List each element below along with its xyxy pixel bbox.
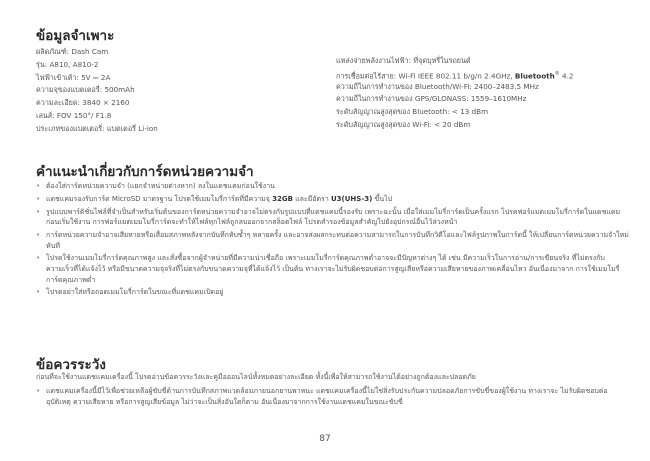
specs-left-column [36, 46, 158, 136]
bullet-text: และมีอัตรา [292, 194, 331, 203]
list-item [36, 230, 632, 251]
card-title: คำแนะนำเกี่ยวกับการ์ดหน่วยความจำ [36, 164, 254, 180]
capacity-value: 32GB [272, 194, 293, 203]
page-number: 87 [319, 434, 331, 444]
caution-bullet-list [36, 386, 632, 409]
spec-wifi-power: ระดับสัญญาณสูงสุดของ Wi-Fi: < 20 dBm [336, 119, 471, 129]
registered-mark: ® [554, 70, 560, 77]
bluetooth-word: Bluetooth [514, 71, 555, 81]
specs-right-column [336, 55, 573, 132]
spec-gps-frequency: ความถี่ในการทำงานของ GPS/GLONASS: 1559–1610MHz [336, 94, 527, 104]
spec-battery-capacity: ความจุของแบตเตอรี่: 500mAh [36, 85, 135, 95]
bullet-text: โปรดอย่าใส่หรือถอดเมมโมรี่การ์ดในขณะที่แดชแคมเปิดอยู่ [46, 288, 224, 297]
list-item [36, 181, 632, 192]
list-item [36, 253, 632, 285]
bullet-icon: • [36, 387, 41, 395]
spec-wireless [336, 68, 573, 81]
bullet-icon: • [36, 207, 41, 216]
bluetooth-version: 4.2 [559, 71, 574, 81]
spec-lens: เลนส์: FOV 150°/ F1.8 [36, 110, 112, 120]
bullet-icon: • [36, 194, 41, 203]
bullet-icon: • [36, 182, 41, 190]
list-item [36, 386, 632, 407]
bullet-text: แดชแคมรองรับการ์ด MicroSD มาตรฐาน โปรดใช้เมมโมรี่การ์ดที่มีความจุ [46, 194, 273, 203]
bullet-icon: • [36, 288, 41, 297]
bullet-icon: • [36, 254, 41, 263]
spec-resolution: ความละเอียด: 3840 × 2160 [36, 98, 130, 108]
caution-intro: ก่อนที่จะใช้งานแดชแคมเครื่องนี้ โปรดอ่านข้อควรระวังและคู่มือออนไลน์ทั้งหมดอย่างละเอียด ทั้งนี้เพื่อให้สามารถใช้งานได้อย่างถูกต้องและปลอดภัย [36, 373, 476, 381]
list-item [36, 207, 632, 228]
spec-wireless-text: การเชื่อมต่อไร้สาย: Wi-Fi IEEE 802.11 b/g/n 2.4GHz, [336, 71, 513, 81]
list-item [36, 194, 632, 205]
bullet-text: ต้องใส่การ์ดหน่วยความจำ (แยกจำหน่ายต่างหาก) ลงในแดชแคมก่อนใช้งาน [46, 182, 275, 190]
spec-bt-wifi-frequency: ความถี่ในการทำงานของ Bluetooth/Wi-Fi: 2400–2483.5 MHz [336, 81, 539, 91]
spec-bt-power: ระดับสัญญาณสูงสุดของ Bluetooth: < 13 dBm [336, 107, 489, 117]
spec-model: รุ่น: A810, A810-2 [36, 59, 99, 69]
bullet-text: การ์ดหน่วยความจำอาจเสียหายหรือเสื่อมสภาพหลังจากบันทึกทับซ้ำๆ หลายครั้ง และอาจส่งผลกระทบต่อความสามารถในการบันทึกวิดีโอและไฟล์รูปภาพในการ์ดนี้ ให้เปลี่ยนการ์ดหน่วยความจำใหม่ทันที [46, 230, 629, 250]
specs-title: ข้อมูลจำเพาะ [36, 28, 115, 44]
caution-title: ข้อควรระวัง [36, 357, 106, 373]
bullet-text: ขึ้นไป [372, 194, 393, 203]
bullet-text: แดชแคมเครื่องนี้มีไว้เพื่อช่วยเหลือผู้ขับขี่ด้านการบันทึกสภาพแวดล้อมภายนอกยานพาหนะ แดชแคมเครื่องนี้ไม่ใช่สิ่งรับประกันความปลอดภัยการขับขี่ของผู้ใช้งาน ทางเราจะ ไม่รับผิดชอบต่ออุบัติเหตุ ความเสียหาย หรือการสูญเสียข้อมูล ไม่ว่าจะเป็นสิ่งอันใดก็ตาม อันเนื่องมาจากการใช้งานแดชแคมในขณะขับขี่ [46, 387, 608, 406]
bullet-icon: • [36, 230, 41, 239]
spec-input: ไฟฟ้าเข้าเต้า: 5V ⎓ 2A [36, 72, 111, 82]
spec-power-source: แหล่งจ่ายพลังงานไฟฟ้า: ที่จุดบุหรี่ในรถยนต์ [336, 56, 471, 65]
spec-product: ผลิตภัณฑ์: Dash Cam [36, 47, 109, 56]
speed-class-value: U3(UHS-3) [330, 194, 373, 203]
list-item [36, 287, 632, 298]
spec-battery-type: ประเภทของแบตเตอรี่: แบตเตอรี่ Li-ion [36, 123, 158, 133]
bullet-text: โปรดใช้งานเมมโมรี่การ์ดคุณภาพสูง และสั่งซื้อจากผู้จำหน่ายที่มีความน่าเชื่อถือ เพราะเมมโมรี่การ์ดคุณภาพต่ำอาจจะมีปัญหาต่างๆ ได้ เช่น มีความเร็วในการอ่าน/การเขียนจริง ที่ไม่ตรงกับความเร็วที่ได้แจ้งไว้ หรือมีขนาดความจุจริงที่ไม่ตรงกับขนาดความจุที่ได้แจ้งไว้ เป็นต้น ทางเราจะไม่รับผิดชอบต่อการสูญเสียหรือความเสียหายของภาพเคลื่อนไหว อันเนื่องมาจาก การใช้เมมโมรี่การ์ดคุณภาพต่ำ [46, 254, 620, 284]
bullet-text: รูปแบบพาร์ติชั่นไฟล์ที่จำเป็นสำหรับเริ่มต้นของการ์ดหน่วยความจำอาจไม่ตรงกับรูปแบบที่แดชแคมนี้รองรับ เพราะฉะนั้น เมื่อใส่เมมโมรี่การ์ดเป็นครั้งแรก โปรดฟอร์แมตเมมโมรี่การ์ดในแดชแคมก่อนเริ่มใช้งาน การฟอร์แมตเมมโมรี่การ์ดจะทำให้ไฟล์ทุกไฟล์ถูกลบออกจากสล็อตไฟล์ โปรดสำรองข้อมูลสำคัญไปยังอุปกรณ์อื่นไว้ล่วงหน้า [46, 207, 621, 227]
card-bullet-list [36, 181, 632, 300]
